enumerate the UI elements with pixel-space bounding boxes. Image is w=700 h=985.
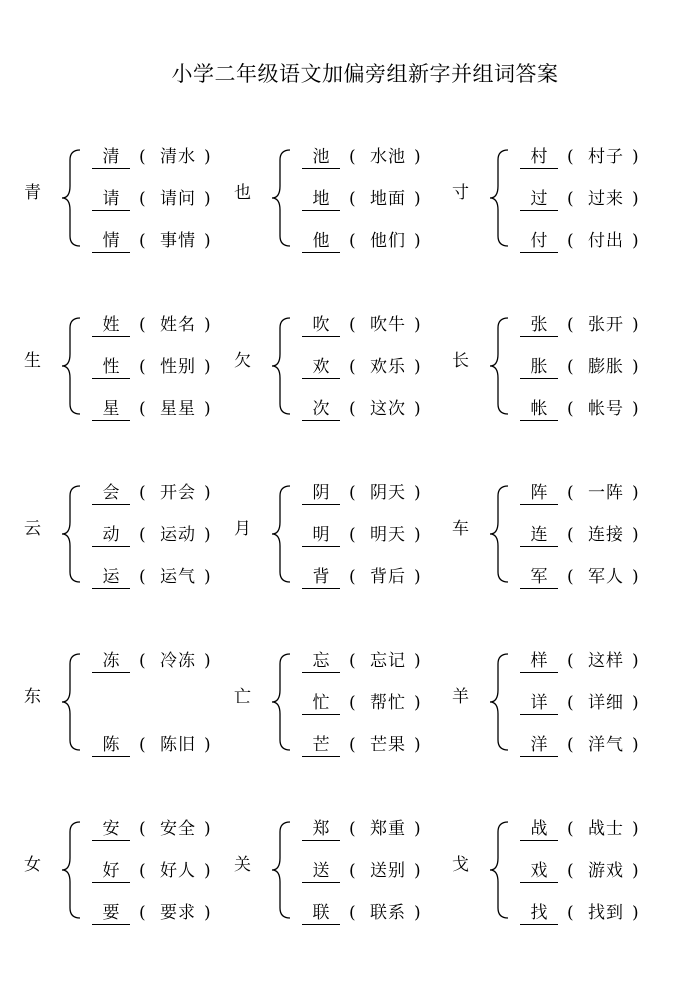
paren-close: ) xyxy=(414,357,421,377)
new-character: 阵 xyxy=(520,482,558,505)
paren-open: ( xyxy=(139,147,146,167)
radical-group xyxy=(24,146,249,256)
paren-open: ( xyxy=(567,651,574,671)
new-character: 付 xyxy=(520,230,558,253)
paren-open: ( xyxy=(567,903,574,923)
paren-open: ( xyxy=(349,525,356,545)
paren-close: ) xyxy=(204,525,211,545)
new-character: 洋 xyxy=(520,734,558,757)
radical-group xyxy=(234,818,459,928)
new-character: 要 xyxy=(92,902,130,925)
paren-close: ) xyxy=(414,861,421,881)
new-character: 性 xyxy=(92,356,130,379)
new-character: 星 xyxy=(92,398,130,421)
new-character: 忘 xyxy=(302,650,340,673)
new-character: 会 xyxy=(92,482,130,505)
new-character: 送 xyxy=(302,860,340,883)
compound-word: 他们 xyxy=(370,231,406,251)
compound-word: 好人 xyxy=(160,861,196,881)
paren-close: ) xyxy=(632,693,639,713)
root-character: 青 xyxy=(24,183,41,203)
page-title: 小学二年级语文加偏旁组新字并组词答案 xyxy=(171,62,559,86)
paren-open: ( xyxy=(349,861,356,881)
compound-word: 战士 xyxy=(588,819,624,839)
paren-close: ) xyxy=(632,231,639,251)
paren-open: ( xyxy=(567,525,574,545)
paren-open: ( xyxy=(567,189,574,209)
new-character: 忙 xyxy=(302,692,340,715)
paren-close: ) xyxy=(632,483,639,503)
paren-close: ) xyxy=(414,525,421,545)
paren-close: ) xyxy=(204,903,211,923)
root-character: 寸 xyxy=(452,183,469,203)
paren-open: ( xyxy=(139,399,146,419)
curly-brace xyxy=(60,818,88,922)
new-character: 吹 xyxy=(302,314,340,337)
paren-close: ) xyxy=(414,231,421,251)
paren-open: ( xyxy=(349,357,356,377)
compound-word: 运动 xyxy=(160,525,196,545)
radical-group xyxy=(452,146,677,256)
compound-word: 芒果 xyxy=(370,735,406,755)
curly-brace xyxy=(60,146,88,250)
root-character: 生 xyxy=(24,351,41,371)
paren-close: ) xyxy=(632,147,639,167)
new-character: 冻 xyxy=(92,650,130,673)
radical-group xyxy=(452,650,677,760)
paren-open: ( xyxy=(567,315,574,335)
paren-close: ) xyxy=(204,651,211,671)
paren-close: ) xyxy=(204,315,211,335)
paren-close: ) xyxy=(414,819,421,839)
compound-word: 张开 xyxy=(588,315,624,335)
compound-word: 要求 xyxy=(160,903,196,923)
curly-brace xyxy=(488,314,516,418)
paren-close: ) xyxy=(414,315,421,335)
new-character: 陈 xyxy=(92,734,130,757)
root-character: 车 xyxy=(452,519,469,539)
curly-brace xyxy=(488,146,516,250)
paren-open: ( xyxy=(139,903,146,923)
paren-close: ) xyxy=(632,819,639,839)
compound-word: 姓名 xyxy=(160,315,196,335)
paren-close: ) xyxy=(414,693,421,713)
curly-brace xyxy=(60,650,88,754)
new-character: 运 xyxy=(92,566,130,589)
new-character: 好 xyxy=(92,860,130,883)
root-character: 亡 xyxy=(234,687,251,707)
curly-brace xyxy=(488,482,516,586)
paren-open: ( xyxy=(567,357,574,377)
compound-word: 这样 xyxy=(588,651,624,671)
radical-group xyxy=(24,314,249,424)
radical-group xyxy=(452,482,677,592)
curly-brace xyxy=(488,818,516,922)
paren-close: ) xyxy=(632,861,639,881)
compound-word: 联系 xyxy=(370,903,406,923)
paren-open: ( xyxy=(349,147,356,167)
paren-close: ) xyxy=(204,189,211,209)
compound-word: 安全 xyxy=(160,819,196,839)
paren-open: ( xyxy=(139,315,146,335)
paren-open: ( xyxy=(139,357,146,377)
paren-open: ( xyxy=(139,189,146,209)
compound-word: 事情 xyxy=(160,231,196,251)
paren-close: ) xyxy=(632,525,639,545)
compound-word: 冷冻 xyxy=(160,651,196,671)
compound-word: 连接 xyxy=(588,525,624,545)
curly-brace xyxy=(270,482,298,586)
new-character: 请 xyxy=(92,188,130,211)
compound-word: 帮忙 xyxy=(370,693,406,713)
compound-word: 请问 xyxy=(160,189,196,209)
new-character: 详 xyxy=(520,692,558,715)
new-character: 村 xyxy=(520,146,558,169)
paren-close: ) xyxy=(414,399,421,419)
new-character: 张 xyxy=(520,314,558,337)
compound-word: 过来 xyxy=(588,189,624,209)
compound-word: 阴天 xyxy=(370,483,406,503)
compound-word: 地面 xyxy=(370,189,406,209)
paren-close: ) xyxy=(204,819,211,839)
compound-word: 运气 xyxy=(160,567,196,587)
new-character: 郑 xyxy=(302,818,340,841)
paren-open: ( xyxy=(349,315,356,335)
paren-open: ( xyxy=(567,861,574,881)
new-character: 安 xyxy=(92,818,130,841)
new-character: 帐 xyxy=(520,398,558,421)
paren-open: ( xyxy=(567,819,574,839)
root-character: 月 xyxy=(234,519,251,539)
compound-word: 水池 xyxy=(370,147,406,167)
paren-close: ) xyxy=(204,483,211,503)
new-character: 池 xyxy=(302,146,340,169)
paren-close: ) xyxy=(204,399,211,419)
new-character: 情 xyxy=(92,230,130,253)
paren-close: ) xyxy=(632,315,639,335)
compound-word: 游戏 xyxy=(588,861,624,881)
root-character: 也 xyxy=(234,183,251,203)
compound-word: 详细 xyxy=(588,693,624,713)
compound-word: 帐号 xyxy=(588,399,624,419)
root-character: 关 xyxy=(234,855,251,875)
compound-word: 军人 xyxy=(588,567,624,587)
compound-word: 村子 xyxy=(588,147,624,167)
paren-open: ( xyxy=(349,693,356,713)
new-character: 战 xyxy=(520,818,558,841)
root-character: 长 xyxy=(452,351,469,371)
new-character: 欢 xyxy=(302,356,340,379)
new-character: 他 xyxy=(302,230,340,253)
radical-group xyxy=(24,650,249,760)
paren-open: ( xyxy=(567,567,574,587)
paren-close: ) xyxy=(632,189,639,209)
paren-close: ) xyxy=(204,567,211,587)
paren-open: ( xyxy=(567,483,574,503)
curly-brace xyxy=(270,650,298,754)
new-character: 动 xyxy=(92,524,130,547)
paren-open: ( xyxy=(567,693,574,713)
paren-close: ) xyxy=(204,735,211,755)
new-character: 过 xyxy=(520,188,558,211)
radical-group xyxy=(234,314,459,424)
paren-close: ) xyxy=(414,903,421,923)
paren-open: ( xyxy=(567,147,574,167)
paren-open: ( xyxy=(139,231,146,251)
new-character: 连 xyxy=(520,524,558,547)
paren-close: ) xyxy=(204,357,211,377)
curly-brace xyxy=(60,482,88,586)
new-character: 联 xyxy=(302,902,340,925)
root-character: 女 xyxy=(24,855,41,875)
new-character: 找 xyxy=(520,902,558,925)
compound-word: 星星 xyxy=(160,399,196,419)
paren-open: ( xyxy=(139,567,146,587)
new-character: 清 xyxy=(92,146,130,169)
compound-word: 这次 xyxy=(370,399,406,419)
curly-brace xyxy=(488,650,516,754)
new-character: 阴 xyxy=(302,482,340,505)
compound-word: 性别 xyxy=(160,357,196,377)
new-character: 姓 xyxy=(92,314,130,337)
paren-close: ) xyxy=(414,483,421,503)
radical-group xyxy=(452,818,677,928)
new-character: 芒 xyxy=(302,734,340,757)
paren-open: ( xyxy=(139,651,146,671)
compound-word: 开会 xyxy=(160,483,196,503)
new-character: 样 xyxy=(520,650,558,673)
compound-word: 膨胀 xyxy=(588,357,624,377)
new-character: 地 xyxy=(302,188,340,211)
curly-brace xyxy=(60,314,88,418)
new-character: 背 xyxy=(302,566,340,589)
compound-word: 背后 xyxy=(370,567,406,587)
paren-close: ) xyxy=(632,567,639,587)
new-character: 明 xyxy=(302,524,340,547)
paren-open: ( xyxy=(567,735,574,755)
paren-close: ) xyxy=(204,147,211,167)
paren-open: ( xyxy=(349,189,356,209)
paren-close: ) xyxy=(414,735,421,755)
paren-open: ( xyxy=(349,819,356,839)
radical-group xyxy=(234,146,459,256)
compound-word: 吹牛 xyxy=(370,315,406,335)
compound-word: 郑重 xyxy=(370,819,406,839)
paren-open: ( xyxy=(139,735,146,755)
compound-word: 忘记 xyxy=(370,651,406,671)
paren-close: ) xyxy=(414,147,421,167)
paren-open: ( xyxy=(139,819,146,839)
paren-close: ) xyxy=(414,567,421,587)
paren-close: ) xyxy=(632,651,639,671)
paren-close: ) xyxy=(632,903,639,923)
paren-close: ) xyxy=(632,399,639,419)
radical-group xyxy=(234,650,459,760)
paren-open: ( xyxy=(139,483,146,503)
paren-open: ( xyxy=(567,399,574,419)
compound-word: 明天 xyxy=(370,525,406,545)
paren-close: ) xyxy=(414,189,421,209)
paren-open: ( xyxy=(349,483,356,503)
curly-brace xyxy=(270,146,298,250)
compound-word: 洋气 xyxy=(588,735,624,755)
root-character: 云 xyxy=(24,519,41,539)
new-character: 戏 xyxy=(520,860,558,883)
paren-close: ) xyxy=(204,861,211,881)
paren-open: ( xyxy=(139,861,146,881)
paren-open: ( xyxy=(349,399,356,419)
root-character: 羊 xyxy=(452,687,469,707)
compound-word: 一阵 xyxy=(588,483,624,503)
compound-word: 找到 xyxy=(588,903,624,923)
paren-open: ( xyxy=(567,231,574,251)
paren-open: ( xyxy=(349,231,356,251)
compound-word: 欢乐 xyxy=(370,357,406,377)
new-character: 胀 xyxy=(520,356,558,379)
paren-close: ) xyxy=(632,357,639,377)
paren-open: ( xyxy=(139,525,146,545)
compound-word: 送别 xyxy=(370,861,406,881)
curly-brace xyxy=(270,314,298,418)
paren-open: ( xyxy=(349,903,356,923)
radical-group xyxy=(24,818,249,928)
paren-open: ( xyxy=(349,567,356,587)
curly-brace xyxy=(270,818,298,922)
paren-close: ) xyxy=(204,231,211,251)
new-character: 次 xyxy=(302,398,340,421)
paren-open: ( xyxy=(349,735,356,755)
paren-close: ) xyxy=(632,735,639,755)
compound-word: 付出 xyxy=(588,231,624,251)
radical-group xyxy=(24,482,249,592)
paren-open: ( xyxy=(349,651,356,671)
radical-group xyxy=(234,482,459,592)
new-character: 军 xyxy=(520,566,558,589)
paren-close: ) xyxy=(414,651,421,671)
radical-group xyxy=(452,314,677,424)
root-character: 东 xyxy=(24,687,41,707)
compound-word: 清水 xyxy=(160,147,196,167)
root-character: 欠 xyxy=(234,351,251,371)
compound-word: 陈旧 xyxy=(160,735,196,755)
root-character: 戈 xyxy=(452,855,469,875)
